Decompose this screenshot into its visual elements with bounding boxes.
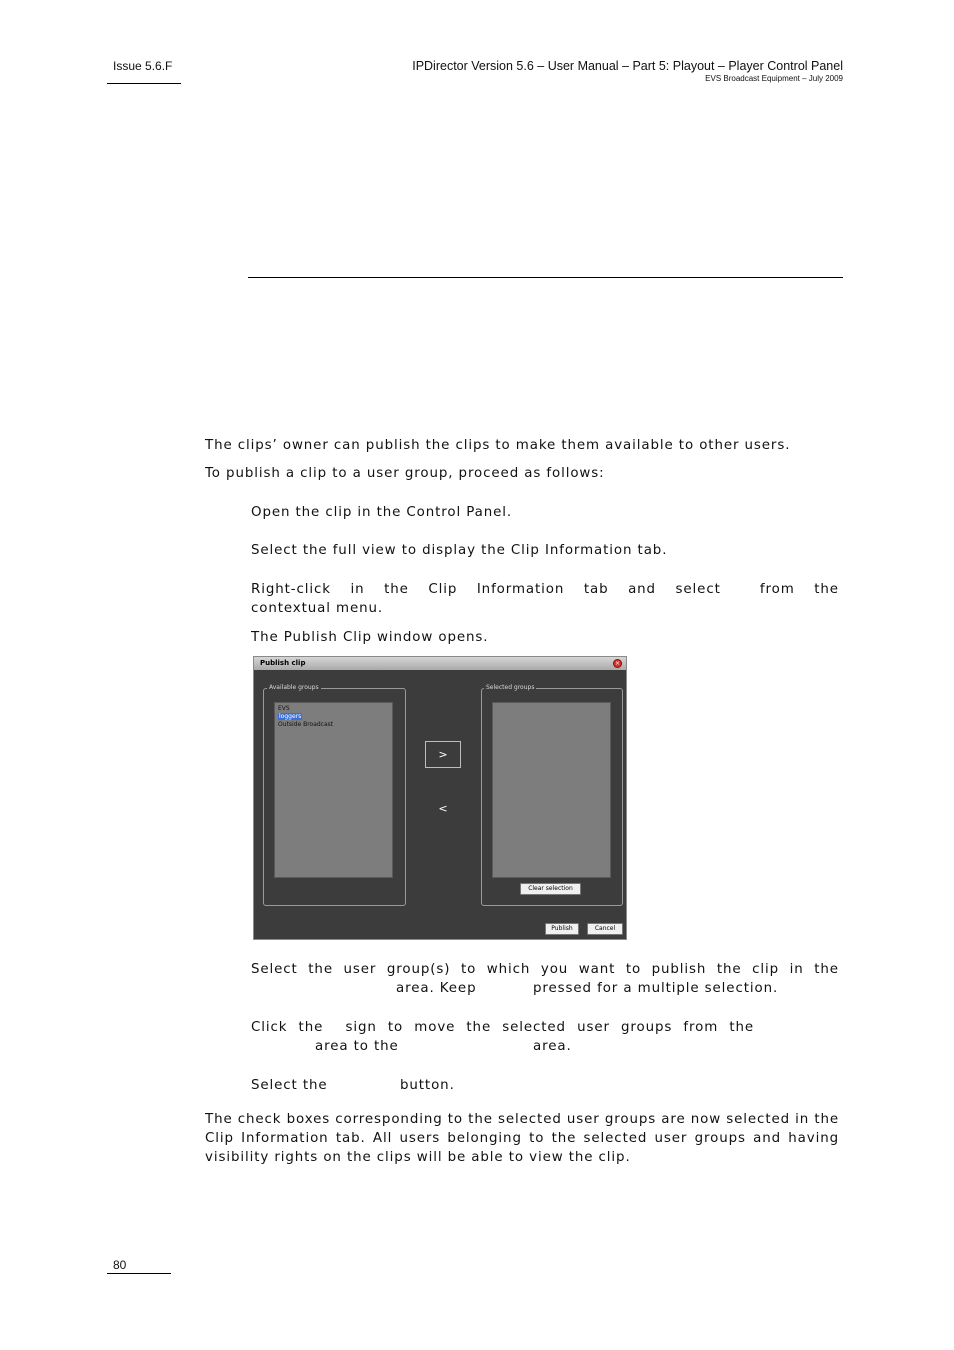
publish-button[interactable]: Publish xyxy=(545,923,579,935)
word: user xyxy=(343,962,377,977)
word: in xyxy=(789,962,804,977)
word: select xyxy=(675,582,721,597)
word: clip xyxy=(752,962,780,977)
step-3-line-1 xyxy=(251,580,839,599)
group-list-item[interactable]: Outside Broadcast xyxy=(278,721,334,728)
word: from xyxy=(683,1020,719,1035)
step-5-line-2a: area. Keep xyxy=(396,981,477,996)
word: move xyxy=(414,1020,456,1035)
step-3-line-2: contextual menu. xyxy=(251,601,384,616)
dialog-title-bar xyxy=(254,657,626,670)
word: to xyxy=(460,962,477,977)
word: to xyxy=(625,962,642,977)
word: in xyxy=(350,582,365,597)
available-groups-label: Available groups xyxy=(269,684,319,691)
step-6-line-1 xyxy=(251,1018,754,1037)
publish-clip-dialog xyxy=(253,656,627,940)
word: Clip xyxy=(428,582,458,597)
group-list-item[interactable]: EVS xyxy=(278,705,290,712)
word: group(s) xyxy=(386,962,451,977)
intro-paragraph-2: To publish a clip to a user group, proceed as follows: xyxy=(205,466,605,481)
word: Click xyxy=(251,1020,288,1035)
word: publish xyxy=(651,962,707,977)
word: to xyxy=(387,1020,404,1035)
word: the xyxy=(308,962,333,977)
intro-paragraph-1: The clips’ owner can publish the clips to make them available to other users. xyxy=(205,438,791,453)
word: the xyxy=(384,582,409,597)
step-5-line-1 xyxy=(251,960,839,979)
step-6-line-2a: area to the xyxy=(315,1039,399,1054)
issue-underline xyxy=(107,83,181,84)
group-list-item[interactable]: loggers xyxy=(279,713,302,720)
word: and xyxy=(628,582,656,597)
document-title: IPDirector Version 5.6 – User Manual – Part 5: Playout – Player Control Panel xyxy=(412,59,843,73)
step-7-b: button. xyxy=(400,1078,455,1093)
page-number-underline xyxy=(107,1273,171,1274)
step-5-line-2b: pressed for a multiple selection. xyxy=(533,981,779,996)
step-6-line-2b: area. xyxy=(533,1039,572,1054)
word: you xyxy=(540,962,569,977)
page-number: 80 xyxy=(113,1258,127,1272)
closing-paragraph: The check boxes corresponding to the selected user groups are now selected in the Clip Information tab. All users belonging to the selected user groups and having visibility rights on the clips will be able to view the clip. xyxy=(205,1112,839,1165)
selected-groups-label: Selected groups xyxy=(486,684,535,691)
cancel-button[interactable]: Cancel xyxy=(587,923,623,935)
selected-groups-list[interactable] xyxy=(492,702,611,878)
step-4: The Publish Clip window opens. xyxy=(251,630,489,645)
step-7-a: Select the xyxy=(251,1078,328,1093)
word: the xyxy=(466,1020,492,1035)
dialog-title: Publish clip xyxy=(260,659,306,667)
step-1: Open the clip in the Control Panel. xyxy=(251,505,513,520)
move-right-button[interactable]: > xyxy=(425,741,461,768)
close-icon[interactable]: × xyxy=(614,660,621,667)
available-groups-list[interactable] xyxy=(274,702,393,878)
word: the xyxy=(814,962,839,977)
word: user xyxy=(577,1020,610,1035)
word: Select xyxy=(251,962,298,977)
word: selected xyxy=(502,1020,566,1035)
word: the xyxy=(814,582,839,597)
word: which xyxy=(486,962,531,977)
move-left-button[interactable]: < xyxy=(438,802,448,815)
word: from xyxy=(759,582,795,597)
word: Right-click xyxy=(251,582,331,597)
word: groups xyxy=(621,1020,673,1035)
clear-selection-button[interactable]: Clear selection xyxy=(520,883,581,895)
word: the xyxy=(716,962,742,977)
step-2: Select the full view to display the Clip Information tab. xyxy=(251,543,668,558)
word: Information xyxy=(476,582,565,597)
word: the xyxy=(298,1020,324,1035)
issue-label: Issue 5.6.F xyxy=(113,59,173,73)
word: want xyxy=(578,962,616,977)
document-subtitle: EVS Broadcast Equipment – July 2009 xyxy=(705,74,843,83)
section-divider xyxy=(248,277,843,278)
word: tab xyxy=(583,582,609,597)
word: sign xyxy=(345,1020,377,1035)
word: the xyxy=(729,1020,754,1035)
